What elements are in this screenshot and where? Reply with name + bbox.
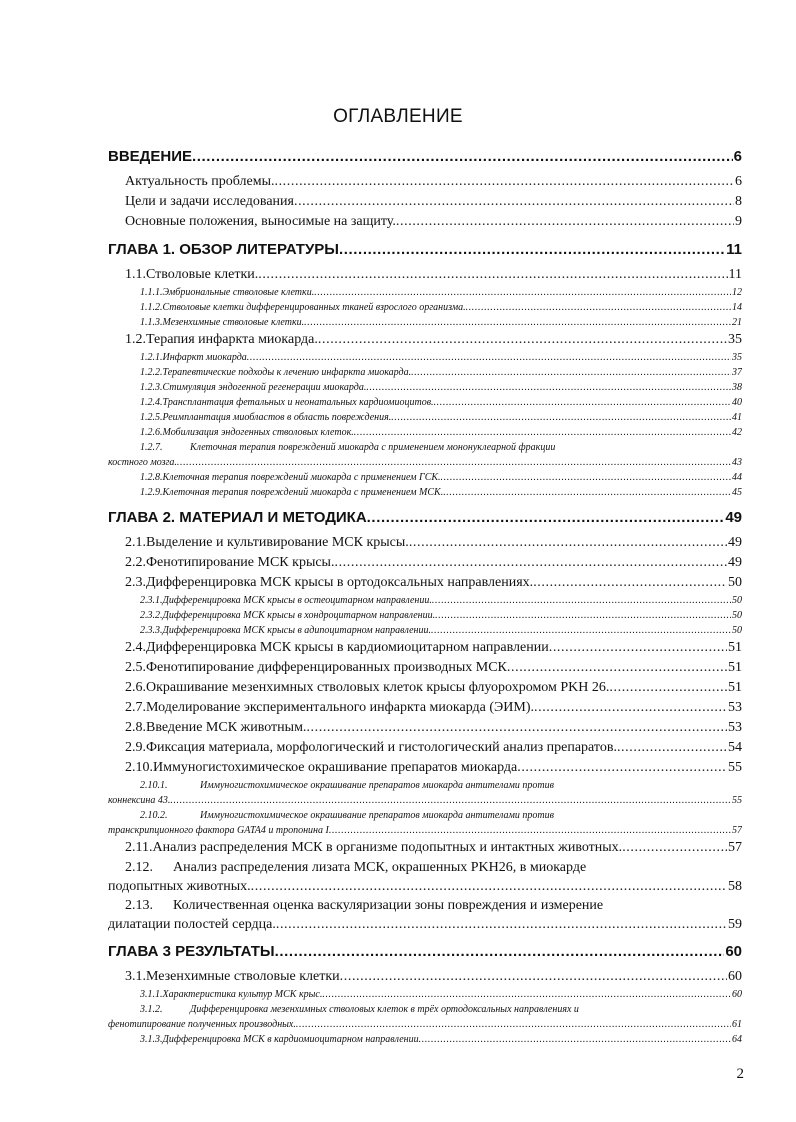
toc-subentry-continuation[interactable]: фенотипирование полученных производных. ..... 61 (108, 1017, 742, 1032)
toc-entry[interactable]: Основные положения, выносимые на защиту. ..... 9 (108, 212, 742, 232)
toc-subentry[interactable]: 1.2.4. Трансплантация фетальных и неонатальных кардиомиоцитов. ..... 40 (108, 395, 742, 410)
toc-subentry[interactable]: 3.1.2. Дифференцировка мезенхимных стволовых клеток в трёх ортодоксальных направлениях и (140, 1004, 579, 1015)
toc-subentry[interactable]: 2.3.1. Дифференцировка МСК крысы в остеоцитарном направлении. ..... 50 (108, 593, 742, 608)
toc-subentry[interactable]: 2.10.2. Иммуногистохимическое окрашивание препаратов миокарда антителами против (140, 810, 554, 821)
toc-subentry[interactable]: 2.10.1. Иммуногистохимическое окрашивание препаратов миокарда антителами против (140, 780, 554, 791)
toc-heading-chapter-3[interactable]: ГЛАВА 3 РЕЗУЛЬТАТЫ ..... 60 (108, 940, 742, 964)
toc-entry[interactable]: 2.10. Иммуногистохимическое окрашивание препаратов миокарда ..... 55 (108, 758, 742, 778)
toc-entry[interactable]: 2.4. Дифференцировка МСК крысы в кардиомиоцитарном направлении ..... 51 (108, 638, 742, 658)
toc-heading-intro[interactable]: ВВЕДЕНИЕ ..... 6 (108, 145, 742, 169)
toc-subentry[interactable]: 1.2.1. Инфаркт миокарда ..... 35 (108, 350, 742, 365)
toc-subentry[interactable]: 1.2.9. Клеточная терапия повреждений миокарда с применением МСК. ..... 45 (108, 485, 742, 500)
toc-subentry-continuation[interactable]: коннексина 43. ..... 55 (108, 793, 742, 808)
toc-entry[interactable]: 2.13. Количественная оценка васкуляризации зоны повреждения и измерение (125, 898, 604, 913)
toc-subentry[interactable]: 3.1.1. Характеристика культур МСК крыс. ..... 60 (108, 987, 742, 1002)
toc-subentry[interactable]: 1.1.3. Мезенхимные стволовые клетки. ..... 21 (108, 315, 742, 330)
toc-subentry[interactable]: 1.2.6. Мобилизация эндогенных стволовых клеток. ..... 42 (108, 425, 742, 440)
toc-subentry[interactable]: 1.1.2. Стволовые клетки дифференцированных тканей взрослого организма. ..... 14 (108, 300, 742, 315)
toc-heading-chapter-2[interactable]: ГЛАВА 2. МАТЕРИАЛ И МЕТОДИКА ..... 49 (108, 506, 742, 530)
toc-subentry[interactable]: 1.2.3. Стимуляция эндогенной регенерации миокарда. ..... 38 (108, 380, 742, 395)
toc-subentry[interactable]: 1.2.2. Терапевтические подходы к лечению инфаркта миокарда. ..... 37 (108, 365, 742, 380)
toc-entry-continuation[interactable]: подопытных животных. ..... 58 (108, 877, 742, 896)
toc-subentry[interactable]: 1.2.8. Клеточная терапия повреждений миокарда с применением ГСК. ..... 44 (108, 470, 742, 485)
toc-entry[interactable]: 2.1. Выделение и культивирование МСК крысы. ..... 49 (108, 533, 742, 553)
toc-entry[interactable]: 2.2. Фенотипирование МСК крысы. ..... 49 (108, 553, 742, 573)
toc-entry[interactable]: 3.1. Мезенхимные стволовые клетки ..... 60 (108, 967, 742, 987)
toc-entry-continuation[interactable]: дилатации полостей сердца. ..... 59 (108, 915, 742, 934)
toc-entry[interactable]: 2.6. Окрашивание мезенхимных стволовых клеток крысы флуорохромом PKH 26. ..... 51 (108, 678, 742, 698)
toc-subentry[interactable]: 2.3.2. Дифференцировка МСК крысы в хондроцитарном направлении. ..... 50 (108, 608, 742, 623)
toc-subentry[interactable]: 1.2.7. Клеточная терапия повреждений миокарда с применением мононуклеарной фракции (140, 442, 556, 453)
toc-entry[interactable]: 2.9. Фиксация материала, морфологический и гистологический анализ препаратов. ..... 54 (108, 738, 742, 758)
toc-subentry-continuation[interactable]: транскрипционного фактора GATA4 и тропонина I ..... 57 (108, 823, 742, 838)
toc-entry[interactable]: 2.7. Моделирование экспериментального инфаркта миокарда (ЭИМ). ..... 53 (108, 698, 742, 718)
toc-entry[interactable]: 2.5. Фенотипирование дифференцированных производных МСК ..... 51 (108, 658, 742, 678)
toc-subentry-continuation[interactable]: костного мозга. ..... 43 (108, 455, 742, 470)
toc-subentry[interactable]: 1.2.5. Реимплантация миобластов в область повреждения. ..... 41 (108, 410, 742, 425)
table-of-contents (108, 145, 742, 1047)
toc-subentry[interactable]: 2.3.3. Дифференцировка МСК крысы в адипоцитарном направлении. ..... 50 (108, 623, 742, 638)
page-title: ОГЛАВЛЕНИЕ (333, 106, 463, 127)
toc-entry[interactable]: 2.8. Введение МСК животным. ..... 53 (108, 718, 742, 738)
page-number: 2 (736, 1066, 744, 1082)
toc-entry[interactable]: Цели и задачи исследования ..... 8 (108, 192, 742, 212)
toc-entry[interactable]: 2.12. Анализ распределения лизата МСК, окрашенных PKH26, в миокарде (125, 860, 587, 875)
toc-entry[interactable]: Актуальность проблемы. ..... 6 (108, 172, 742, 192)
toc-heading-chapter-1[interactable]: ГЛАВА 1. ОБЗОР ЛИТЕРАТУРЫ ..... 11 (108, 238, 742, 262)
toc-entry[interactable]: 2.11. Анализ распределения МСК в организме подопытных и интактных животных. ..... 57 (108, 838, 742, 858)
toc-entry[interactable]: 2.3. Дифференцировка МСК крысы в ортодоксальных направлениях. ..... 50 (108, 573, 742, 593)
toc-entry[interactable]: 1.2. Терапия инфаркта миокарда. ..... 35 (108, 330, 742, 350)
toc-subentry[interactable]: 1.1.1. Эмбриональные стволовые клетки. ..... 12 (108, 285, 742, 300)
toc-entry[interactable]: 1.1. Стволовые клетки. ..... 11 (108, 265, 742, 285)
toc-subentry[interactable]: 3.1.3. Дифференцировка МСК в кардиомиоцитарном направлении ..... 64 (108, 1032, 742, 1047)
